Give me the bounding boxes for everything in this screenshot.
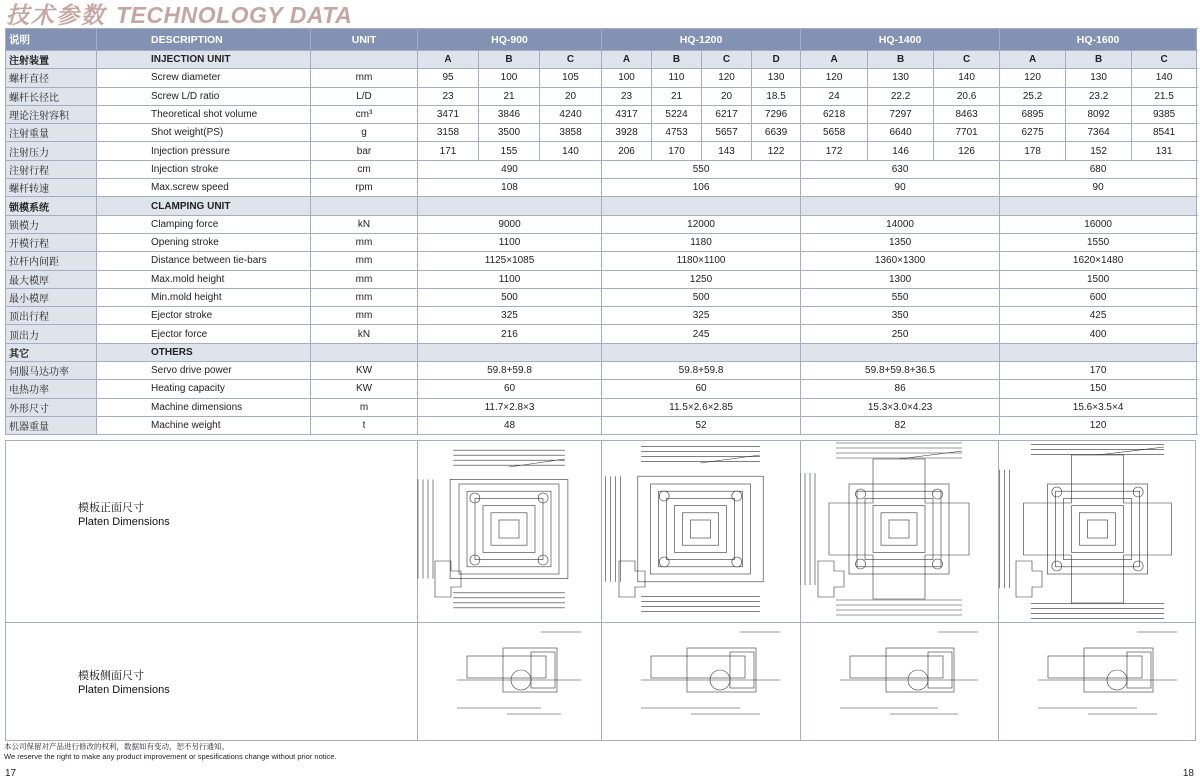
value-cell: 500 [602, 288, 801, 306]
value-cell: 120 [1000, 69, 1066, 87]
value-cell: 1100 [418, 270, 602, 288]
section-empty-cell [801, 343, 1000, 361]
front-platen-drawing [998, 441, 1197, 622]
value-cell: 250 [801, 325, 1000, 343]
table-row [6, 69, 1197, 87]
value-cell: 110 [652, 69, 702, 87]
value-cell: 18.5 [752, 87, 801, 105]
value-cell: 21.5 [1132, 87, 1197, 105]
row-label-en: Screw L/D ratio [97, 87, 311, 105]
page-heading [6, 0, 353, 28]
value-cell: 108 [418, 179, 602, 197]
value-cell: 425 [1000, 307, 1197, 325]
value-cell: 22.2 [868, 87, 934, 105]
value-cell: 178 [1000, 142, 1066, 160]
row-label-en: Ejector force [97, 325, 311, 343]
value-cell: 11.5×2.6×2.85 [602, 398, 801, 416]
screw-size-label: D [752, 51, 801, 69]
value-cell: 1300 [801, 270, 1000, 288]
screw-size-label: A [602, 51, 652, 69]
row-label-en: Theoretical shot volume [97, 105, 311, 123]
footer-cn: 本公司保留对产品进行修改的权利，数据如有变动，恕不另行通知。 [4, 742, 229, 751]
value-cell: 12000 [602, 215, 801, 233]
table-row [6, 87, 1197, 105]
page-number-right: 18 [1182, 768, 1194, 779]
value-cell: 6217 [702, 105, 752, 123]
row-unit: cm [311, 160, 418, 178]
value-cell: 490 [418, 160, 602, 178]
row-label-en: Screw diameter [97, 69, 311, 87]
table-row [6, 215, 1197, 233]
row-unit: kN [311, 325, 418, 343]
value-cell: 15.6×3.5×4 [1000, 398, 1197, 416]
table-row [6, 105, 1197, 123]
table-row [6, 270, 1197, 288]
value-cell: 23 [418, 87, 479, 105]
spec-table [5, 28, 1197, 435]
section-unit-cell [311, 343, 418, 361]
row-label-en: Distance between tie-bars [97, 252, 311, 270]
value-cell: 7701 [934, 124, 1000, 142]
value-cell: 140 [934, 69, 1000, 87]
screw-size-label: C [1132, 51, 1197, 69]
front-platen-drawing [601, 441, 800, 622]
section-row [6, 51, 1197, 69]
value-cell: 90 [801, 179, 1000, 197]
row-label-cn: 注射行程 [6, 160, 97, 178]
row-label-en: Machine weight [97, 416, 311, 434]
row-unit: bar [311, 142, 418, 160]
front-platen-drawing [417, 441, 601, 622]
row-label-en: Machine dimensions [97, 398, 311, 416]
value-cell: 155 [479, 142, 540, 160]
header-model: HQ-1200 [602, 29, 801, 51]
row-unit: KW [311, 362, 418, 380]
footer-en: We reserve the right to make any product improvement or spesifications change without prior notice. [4, 752, 337, 761]
value-cell: 8541 [1132, 124, 1197, 142]
value-cell: 6275 [1000, 124, 1066, 142]
value-cell: 325 [602, 307, 801, 325]
value-cell: 7296 [752, 105, 801, 123]
row-unit: KW [311, 380, 418, 398]
table-row [6, 325, 1197, 343]
front-drawing-label [78, 501, 170, 529]
value-cell: 16000 [1000, 215, 1197, 233]
row-label-en: Injection stroke [97, 160, 311, 178]
value-cell: 130 [752, 69, 801, 87]
value-cell: 680 [1000, 160, 1197, 178]
value-cell: 140 [1132, 69, 1197, 87]
section-empty-cell [418, 197, 602, 215]
heading-cn: 技术参数 [6, 2, 106, 28]
screw-size-label: B [1066, 51, 1132, 69]
header-unit: UNIT [311, 29, 418, 51]
value-cell: 3500 [479, 124, 540, 142]
value-cell: 20 [540, 87, 602, 105]
value-cell: 7364 [1066, 124, 1132, 142]
table-row [6, 142, 1197, 160]
section-cn: 锁模系统 [6, 197, 97, 215]
row-unit: mm [311, 270, 418, 288]
value-cell: 325 [418, 307, 602, 325]
value-cell: 131 [1132, 142, 1197, 160]
value-cell: 25.2 [1000, 87, 1066, 105]
screw-size-label: C [934, 51, 1000, 69]
value-cell: 170 [1000, 362, 1197, 380]
value-cell: 4753 [652, 124, 702, 142]
value-cell: 6218 [801, 105, 868, 123]
row-label-en: Heating capacity [97, 380, 311, 398]
side-platen-drawing [800, 622, 998, 740]
row-label-en: Min.mold height [97, 288, 311, 306]
row-label-cn: 锁模力 [6, 215, 97, 233]
value-cell: 4317 [602, 105, 652, 123]
row-unit: cm³ [311, 105, 418, 123]
row-label-cn: 最小模厚 [6, 288, 97, 306]
table-row [6, 288, 1197, 306]
row-label-cn: 注射压力 [6, 142, 97, 160]
value-cell: 146 [868, 142, 934, 160]
row-unit: t [311, 416, 418, 434]
row-label-cn: 顶出力 [6, 325, 97, 343]
value-cell: 48 [418, 416, 602, 434]
value-cell: 59.8+59.8 [602, 362, 801, 380]
table-row [6, 124, 1197, 142]
value-cell: 60 [418, 380, 602, 398]
header-model: HQ-900 [418, 29, 602, 51]
value-cell: 95 [418, 69, 479, 87]
row-label-cn: 外形尺寸 [6, 398, 97, 416]
value-cell: 143 [702, 142, 752, 160]
value-cell: 3846 [479, 105, 540, 123]
row-label-cn: 伺服马达功率 [6, 362, 97, 380]
heading-en: TECHNOLOGY DATA [116, 2, 353, 28]
value-cell: 20.6 [934, 87, 1000, 105]
row-label-en: Clamping force [97, 215, 311, 233]
row-label-en: Injection pressure [97, 142, 311, 160]
table-row [6, 398, 1197, 416]
table-row [6, 179, 1197, 197]
section-title: OTHERS [97, 343, 311, 361]
section-empty-cell [1000, 197, 1197, 215]
value-cell: 130 [868, 69, 934, 87]
row-label-en: Max.mold height [97, 270, 311, 288]
value-cell: 400 [1000, 325, 1197, 343]
value-cell: 52 [602, 416, 801, 434]
value-cell: 24 [801, 87, 868, 105]
value-cell: 3471 [418, 105, 479, 123]
row-label-cn: 注射重量 [6, 124, 97, 142]
table-row [6, 252, 1197, 270]
value-cell: 7297 [868, 105, 934, 123]
table-header [6, 29, 1197, 51]
row-label-en: Opening stroke [97, 233, 311, 251]
value-cell: 1100 [418, 233, 602, 251]
row-unit: mm [311, 288, 418, 306]
header-description: DESCRIPTION [97, 29, 311, 51]
value-cell: 9000 [418, 215, 602, 233]
value-cell: 216 [418, 325, 602, 343]
page-number-left: 17 [5, 768, 17, 779]
value-cell: 1500 [1000, 270, 1197, 288]
side-platen-drawing [417, 622, 601, 740]
value-cell: 172 [801, 142, 868, 160]
value-cell: 170 [652, 142, 702, 160]
value-cell: 3858 [540, 124, 602, 142]
section-empty-cell [801, 197, 1000, 215]
value-cell: 1350 [801, 233, 1000, 251]
row-label-en: Shot weight(PS) [97, 124, 311, 142]
table-row [6, 380, 1197, 398]
value-cell: 90 [1000, 179, 1197, 197]
table-row [6, 233, 1197, 251]
value-cell: 152 [1066, 142, 1132, 160]
value-cell: 120 [801, 69, 868, 87]
value-cell: 9385 [1132, 105, 1197, 123]
value-cell: 150 [1000, 380, 1197, 398]
value-cell: 206 [602, 142, 652, 160]
side-platen-drawing [601, 622, 800, 740]
section-title: INJECTION UNIT [97, 51, 311, 69]
section-row [6, 197, 1197, 215]
value-cell: 171 [418, 142, 479, 160]
value-cell: 105 [540, 69, 602, 87]
section-title: CLAMPING UNIT [97, 197, 311, 215]
value-cell: 600 [1000, 288, 1197, 306]
value-cell: 3928 [602, 124, 652, 142]
row-unit: mm [311, 233, 418, 251]
value-cell: 5224 [652, 105, 702, 123]
row-label-cn: 拉杆内间距 [6, 252, 97, 270]
value-cell: 23 [602, 87, 652, 105]
front-platen-drawing [800, 441, 998, 622]
header-cn: 说明 [6, 29, 97, 51]
row-unit: mm [311, 252, 418, 270]
section-cn: 注射装置 [6, 51, 97, 69]
header-model: HQ-1600 [1000, 29, 1197, 51]
value-cell: 130 [1066, 69, 1132, 87]
value-cell: 8092 [1066, 105, 1132, 123]
value-cell: 14000 [801, 215, 1000, 233]
row-label-cn: 螺杆转速 [6, 179, 97, 197]
table-row [6, 362, 1197, 380]
value-cell: 21 [479, 87, 540, 105]
value-cell: 6640 [868, 124, 934, 142]
screw-size-label: A [1000, 51, 1066, 69]
value-cell: 20 [702, 87, 752, 105]
value-cell: 1360×1300 [801, 252, 1000, 270]
section-empty-cell [602, 197, 801, 215]
value-cell: 106 [602, 179, 801, 197]
front-label-en: Platen Dimensions [78, 516, 170, 528]
value-cell: 120 [702, 69, 752, 87]
screw-size-label: A [418, 51, 479, 69]
side-drawing-label [78, 669, 170, 697]
screw-size-label: C [540, 51, 602, 69]
value-cell: 1125×1085 [418, 252, 602, 270]
section-empty-cell [602, 343, 801, 361]
value-cell: 15.3×3.0×4.23 [801, 398, 1000, 416]
row-unit: mm [311, 69, 418, 87]
row-unit: mm [311, 307, 418, 325]
value-cell: 82 [801, 416, 1000, 434]
value-cell: 100 [479, 69, 540, 87]
screw-size-label: C [702, 51, 752, 69]
value-cell: 59.8+59.8 [418, 362, 602, 380]
row-unit: rpm [311, 179, 418, 197]
value-cell: 8463 [934, 105, 1000, 123]
header-model: HQ-1400 [801, 29, 1000, 51]
table-row [6, 160, 1197, 178]
section-empty-cell [418, 343, 602, 361]
screw-size-label: A [801, 51, 868, 69]
value-cell: 100 [602, 69, 652, 87]
row-label-cn: 顶出行程 [6, 307, 97, 325]
value-cell: 23.2 [1066, 87, 1132, 105]
side-label-cn: 模板侧面尺寸 [78, 670, 144, 682]
value-cell: 350 [801, 307, 1000, 325]
value-cell: 1180 [602, 233, 801, 251]
row-label-en: Max.screw speed [97, 179, 311, 197]
section-unit-cell [311, 51, 418, 69]
side-platen-drawing [998, 622, 1197, 740]
row-unit: g [311, 124, 418, 142]
value-cell: 1180×1100 [602, 252, 801, 270]
screw-size-label: B [652, 51, 702, 69]
value-cell: 5657 [702, 124, 752, 142]
value-cell: 126 [934, 142, 1000, 160]
value-cell: 4240 [540, 105, 602, 123]
value-cell: 1250 [602, 270, 801, 288]
value-cell: 59.8+59.8+36.5 [801, 362, 1000, 380]
row-label-en: Ejector stroke [97, 307, 311, 325]
value-cell: 1620×1480 [1000, 252, 1197, 270]
value-cell: 1550 [1000, 233, 1197, 251]
row-label-cn: 机器重量 [6, 416, 97, 434]
row-label-cn: 最大模厚 [6, 270, 97, 288]
row-unit: kN [311, 215, 418, 233]
screw-size-label: B [479, 51, 540, 69]
row-unit: L/D [311, 87, 418, 105]
screw-size-label: B [868, 51, 934, 69]
row-label-cn: 电热功率 [6, 380, 97, 398]
row-label-cn: 开模行程 [6, 233, 97, 251]
value-cell: 630 [801, 160, 1000, 178]
value-cell: 120 [1000, 416, 1197, 434]
side-label-en: Platen Dimensions [78, 684, 170, 696]
table-row [6, 307, 1197, 325]
section-empty-cell [1000, 343, 1197, 361]
value-cell: 86 [801, 380, 1000, 398]
value-cell: 140 [540, 142, 602, 160]
section-cn: 其它 [6, 343, 97, 361]
section-unit-cell [311, 197, 418, 215]
value-cell: 550 [801, 288, 1000, 306]
platen-drawings [5, 440, 1196, 741]
row-unit: m [311, 398, 418, 416]
row-label-cn: 螺杆直径 [6, 69, 97, 87]
front-label-cn: 模板正面尺寸 [78, 502, 144, 514]
row-label-en: Servo drive power [97, 362, 311, 380]
section-row [6, 343, 1197, 361]
value-cell: 6639 [752, 124, 801, 142]
row-label-cn: 理论注射容积 [6, 105, 97, 123]
value-cell: 5658 [801, 124, 868, 142]
value-cell: 500 [418, 288, 602, 306]
footer-notice [4, 742, 337, 762]
value-cell: 550 [602, 160, 801, 178]
value-cell: 60 [602, 380, 801, 398]
value-cell: 11.7×2.8×3 [418, 398, 602, 416]
value-cell: 122 [752, 142, 801, 160]
value-cell: 245 [602, 325, 801, 343]
value-cell: 3158 [418, 124, 479, 142]
table-row [6, 416, 1197, 434]
row-label-cn: 螺杆长径比 [6, 87, 97, 105]
value-cell: 6895 [1000, 105, 1066, 123]
value-cell: 21 [652, 87, 702, 105]
